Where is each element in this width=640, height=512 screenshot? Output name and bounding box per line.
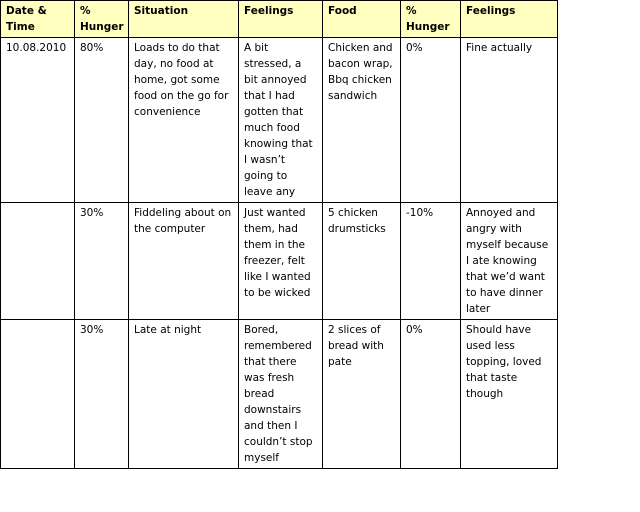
header-row xyxy=(1,1,558,38)
cell-feelings-after: Annoyed and angry with myself because I ate knowing that we’d want to have dinner later xyxy=(461,203,558,320)
table-header xyxy=(1,1,558,38)
table-row xyxy=(1,38,558,203)
cell-date-time xyxy=(1,320,75,469)
table-row xyxy=(1,203,558,320)
header-date-time: Date & Time xyxy=(1,1,75,38)
table-row xyxy=(1,320,558,469)
cell-date-time xyxy=(1,203,75,320)
cell-feelings-before: Just wanted them, had them in the freezer, felt like I wanted to be wicked xyxy=(239,203,323,320)
cell-feelings-after: Fine actually xyxy=(461,38,558,203)
cell-feelings-before: A bit stressed, a bit annoyed that I had gotten that much food knowing that I wasn’t going to leave any xyxy=(239,38,323,203)
cell-date-time: 10.08.2010 xyxy=(1,38,75,203)
header-hunger-after: % Hunger xyxy=(401,1,461,38)
cell-feelings-before: Bored, remembered that there was fresh bread downstairs and then I couldn’t stop myself xyxy=(239,320,323,469)
cell-hunger-after: -10% xyxy=(401,203,461,320)
header-food: Food xyxy=(323,1,401,38)
cell-food: 2 slices of bread with pate xyxy=(323,320,401,469)
cell-hunger-before: 30% xyxy=(75,203,129,320)
cell-hunger-after: 0% xyxy=(401,38,461,203)
cell-hunger-before: 80% xyxy=(75,38,129,203)
cell-hunger-after: 0% xyxy=(401,320,461,469)
header-feelings-after: Feelings xyxy=(461,1,558,38)
header-feelings-before: Feelings xyxy=(239,1,323,38)
cell-hunger-before: 30% xyxy=(75,320,129,469)
cell-situation: Fiddeling about on the computer xyxy=(129,203,239,320)
header-situation: Situation xyxy=(129,1,239,38)
cell-food: 5 chicken drumsticks xyxy=(323,203,401,320)
cell-situation: Loads to do that day, no food at home, got some food on the go for convenience xyxy=(129,38,239,203)
header-hunger-before: % Hunger xyxy=(75,1,129,38)
table-body xyxy=(1,38,558,469)
cell-situation: Late at night xyxy=(129,320,239,469)
cell-feelings-after: Should have used less topping, loved that taste though xyxy=(461,320,558,469)
cell-food: Chicken and bacon wrap, Bbq chicken sandwich xyxy=(323,38,401,203)
